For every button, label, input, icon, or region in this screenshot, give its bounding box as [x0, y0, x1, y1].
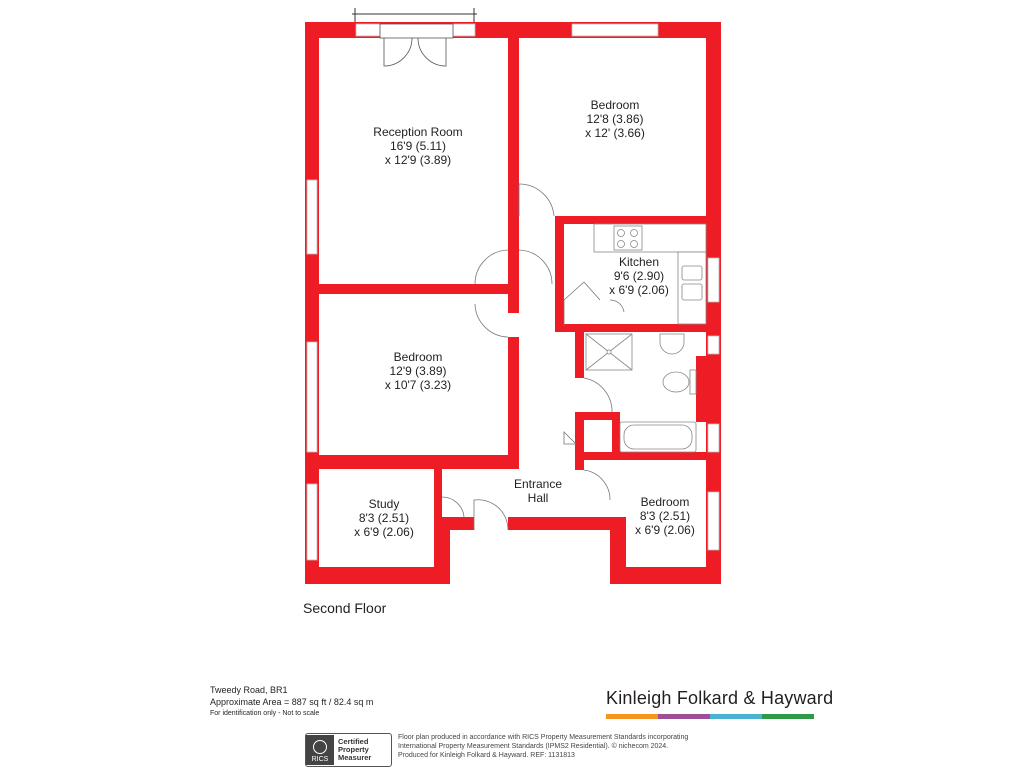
room-dimension: 12'8 (3.86) — [586, 112, 644, 126]
room-dimension: x 6'9 (2.06) — [609, 283, 669, 297]
room-dimension: 8'3 (2.51) — [358, 511, 410, 525]
disclaimer-line: Floor plan produced in accordance with RICS Property Measurement Standards incorporating — [398, 734, 689, 741]
room-dimension: 9'6 (2.90) — [613, 269, 665, 283]
room-dimension: 12'9 (3.89) — [389, 364, 447, 378]
disclaimer-line: Produced for Kinleigh Folkard & Hayward. REF: 1131813 — [398, 752, 575, 759]
room-bedroom-3 — [615, 495, 715, 537]
agency-brand: Kinleigh Folkard & Hayward — [606, 688, 834, 708]
room-name: Hall — [527, 491, 549, 505]
rics-text — [334, 738, 371, 762]
brand-bar-segment — [762, 714, 814, 719]
room-kitchen — [584, 255, 694, 297]
property-info — [210, 684, 373, 720]
room-bedroom-1 — [555, 98, 675, 140]
room-dimension: x 12' (3.66) — [585, 126, 645, 140]
balcony-rail — [352, 8, 477, 22]
brand-bar-segment — [710, 714, 762, 719]
floor-title: Second Floor — [303, 600, 387, 616]
room-dimension: x 6'9 (2.06) — [635, 523, 695, 537]
french-doors — [380, 24, 453, 66]
rics-line: Certified — [338, 737, 369, 746]
rics-seal-icon — [306, 735, 334, 765]
room-dimension: x 12'9 (3.89) — [384, 153, 452, 167]
room-name: Kitchen — [618, 255, 660, 269]
rics-line: Property — [338, 745, 369, 754]
room-bedroom-2 — [358, 350, 478, 392]
room-name: Bedroom — [640, 495, 690, 509]
disclaimer — [398, 733, 688, 760]
rics-seal-label: RICS — [311, 756, 329, 763]
room-dimension: 8'3 (2.51) — [639, 509, 691, 523]
brand-bar-segment — [658, 714, 710, 719]
rics-badge — [305, 733, 392, 767]
scale-note: For identification only - Not to scale — [210, 710, 320, 717]
room-dimension: x 6'9 (2.06) — [354, 525, 414, 539]
room-entrance-hall — [498, 477, 578, 505]
room-name: Bedroom — [393, 350, 443, 364]
brand-bar-segment — [606, 714, 658, 719]
room-name: Reception Room — [373, 125, 463, 139]
property-address: Tweedy Road, BR1 — [210, 685, 288, 695]
bathroom-fittings — [586, 334, 696, 452]
room-study — [334, 497, 434, 539]
room-reception — [358, 125, 478, 167]
room-name: Study — [368, 497, 400, 511]
room-name: Bedroom — [590, 98, 640, 112]
approximate-area: Approximate Area = 887 sq ft / 82.4 sq m — [210, 697, 374, 707]
room-dimension: 16'9 (5.11) — [389, 139, 447, 153]
rics-line: Measurer — [338, 753, 372, 762]
brand-color-bar — [606, 714, 814, 719]
room-dimension: x 10'7 (3.23) — [384, 378, 452, 392]
room-name: Entrance — [513, 477, 563, 491]
disclaimer-line: International Property Measurement Standards (IPMS2 Residential). © nichecom 2024. — [398, 743, 669, 750]
